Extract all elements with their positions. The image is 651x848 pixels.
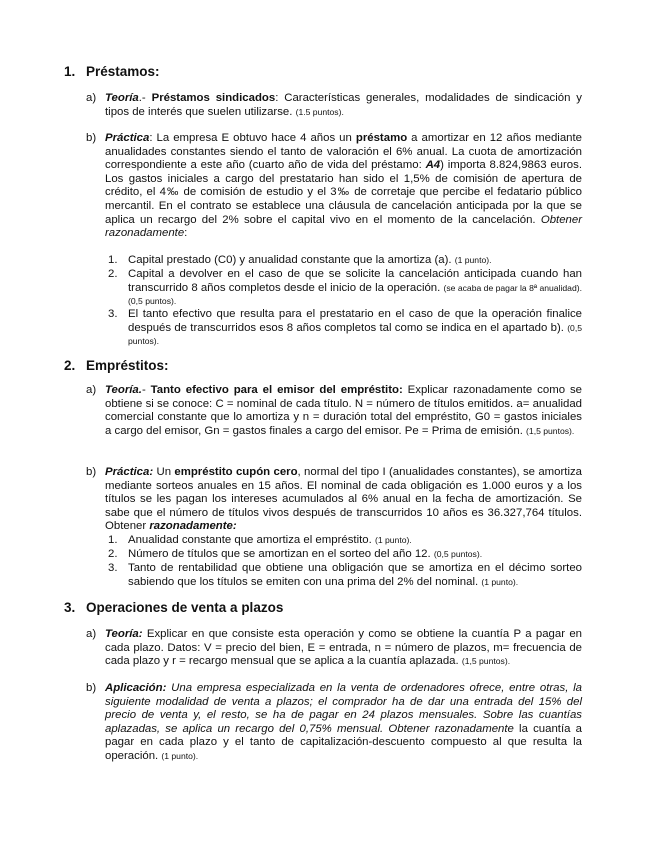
item-label: b) — [86, 132, 97, 144]
topic-title: Préstamos sindicados — [151, 92, 276, 104]
points: (1 punto). — [161, 750, 199, 761]
item-text: : Características generales, modalidades de sindicación y tipos de interés que suelen utilizarse. — [105, 92, 582, 118]
section-3-heading — [64, 600, 283, 615]
bold-term: préstamo — [355, 132, 408, 144]
points: (1.5 puntos). — [295, 106, 344, 117]
s1-sub-2 — [108, 268, 582, 309]
sub-text: Capital prestado (C0) y anualidad constante que la amortiza (a). — [128, 254, 452, 266]
item-label: a) — [86, 628, 97, 640]
theory-label: Teoría. — [105, 384, 142, 396]
item-text: ) importa 8.824,9863 euros. Los gastos iniciales a cargo del prestatario han sido el 1,5% de comisión de apertura de crédito, el 4‰ de comisión de estudio y el 3‰ de corretaje que percibe el fedatario público mercantil. En el contrato se establece una cláusula de cancelación anticipada por la que se aplica un recargo del 2% sobre el capital vivo en el momento de la cancelación. — [105, 159, 583, 226]
sub-text: Tanto de rentabilidad que obtiene una obligación que se amortiza en el décimo sorteo sabiendo que los títulos se emiten con una prima del 2% del nominal. — [128, 562, 582, 588]
s1-sub-1 — [108, 254, 582, 268]
theory-label: Teoría — [105, 92, 139, 104]
s2-sub-2 — [108, 548, 582, 562]
sub-number: 2. — [108, 548, 118, 560]
item-text: : La empresa E obtuvo hace 4 años un — [149, 132, 356, 144]
obtain-label: Obtener razonadamente — [388, 722, 514, 735]
sub-number: 1. — [108, 534, 118, 546]
points: (1 punto). — [481, 576, 519, 587]
practice-label: Práctica: — [105, 466, 154, 478]
sub-text: El tanto efectivo que resulta para el prestatario en el caso de que la operación finalice después de transcurridos esos 8 años completos tal como se indica en el apartado b). — [128, 308, 582, 334]
obtain-label: razonadamente: — [149, 520, 237, 533]
section-2-heading — [64, 358, 169, 373]
section-1-heading — [64, 64, 160, 79]
sub-number: 3. — [108, 562, 118, 574]
section-title: Empréstitos: — [86, 358, 169, 373]
sub-text: Número de títulos que se amortizan en el sorteo del año 12. — [128, 548, 431, 560]
item-text: Un — [153, 466, 175, 478]
topic-title: Tanto efectivo para el emisor del empréstito: — [150, 384, 403, 396]
points: (1,5 puntos). — [461, 656, 511, 667]
item-label: b) — [86, 466, 97, 478]
sub-number: 1. — [108, 254, 118, 266]
section-number: 2. — [64, 358, 76, 373]
s1-item-b — [86, 132, 582, 241]
item-text: Una empresa especializada en la venta de ordenadores ofrece, entre otras, la siguiente modalidad de venta a plazos; el comprador ha de dar una entrada del 15% del precio de venta y, el resto, se ha de pagar en 24 plazos mensuales. Sobre las cuantías aplazadas, se aplica un recargo del 0,75% mensual. — [105, 682, 582, 735]
sub-text: Anualidad constante que amortiza el empréstito. — [128, 534, 372, 546]
theory-dash: - — [141, 384, 151, 396]
sub-text: Capital a devolver en el caso de que se solicite la cancelación anticipada cuando han transcurrido 8 años completos desde el inicio de la operación. — [128, 268, 582, 294]
sub-number: 3. — [108, 308, 118, 320]
item-text: la cuantía a pagar en cada plazo y el tanto de capitalización-descuento compuesto al que resulta la operación. — [105, 722, 582, 762]
s3-item-b — [86, 682, 582, 764]
points: (se acaba de pagar la 8ª anualidad). (0,5 puntos). — [128, 282, 582, 307]
s1-item-a — [86, 92, 582, 119]
s3-item-a — [86, 628, 582, 669]
points: (1 punto). — [374, 535, 412, 545]
item-text: Explicar en que consiste esta operación y como se obtiene la cuantía P a pagar en cada plazo. Datos: V = precio del bien, E = entrada, n = número de plazos, m= frecuencia de cada plazo y r = recargo mensual que se aplica a la cuantía aplazada. — [105, 628, 582, 668]
a4-symbol: A4 — [425, 159, 441, 172]
obtain-label: Obtener razonadamente — [105, 213, 582, 240]
s2-item-b — [86, 466, 582, 534]
sub-number: 2. — [108, 268, 118, 280]
item-label: a) — [86, 92, 97, 104]
section-title: Préstamos: — [86, 64, 160, 79]
theory-dash: .- — [138, 92, 146, 104]
colon: : — [184, 227, 188, 240]
item-text: a amortizar en 12 años mediante anualidades constantes siendo el tanto de valoración el 6% anual. La cuota de amortización correspondiente a este año (cuarto año de vida del préstamo: — [105, 132, 582, 172]
points: (0,5 puntos). — [128, 322, 582, 347]
item-label: a) — [86, 384, 97, 396]
bold-term: empréstito cupón cero — [174, 466, 298, 478]
item-text: Explicar razonadamente como se obtiene si se conoce: C = nominal de cada título. N = número de títulos emitidos. a= anualidad comercial constante que lo amortiza y n = duración total del empréstito, G0 = gastos iniciales a cargo del emisor, Gn = gastos finales a cargo del emisor. Pe = Prima de emisión. — [105, 384, 582, 437]
item-label: b) — [86, 682, 97, 694]
section-title: Operaciones de venta a plazos — [86, 600, 284, 615]
points: (1,5 puntos). — [526, 425, 575, 436]
s2-sub-3 — [108, 562, 582, 589]
section-number: 3. — [64, 600, 76, 615]
theory-label: Teoría: — [105, 628, 143, 640]
application-label: Aplicación: — [105, 682, 167, 694]
section-number: 1. — [64, 64, 76, 79]
s2-sub-1 — [108, 534, 582, 548]
s1-sub-3 — [108, 308, 582, 349]
item-text: , normal del tipo I (anualidades constantes), se amortiza mediante sorteos anuales en 15 años. El nominal de cada obligación es 1.000 euros y a los títulos se les pagan los intereses acumulados al 6% anual en la fecha de amortización. Se sabe que el número de títulos vivos después de transcurridos 10 años es 36.327,764 títulos. Obtener — [105, 466, 583, 533]
practice-label: Práctica — [105, 132, 150, 144]
s2-item-a — [86, 384, 582, 438]
points: (1 punto). — [454, 255, 492, 265]
points: (0,5 puntos). — [433, 549, 483, 559]
